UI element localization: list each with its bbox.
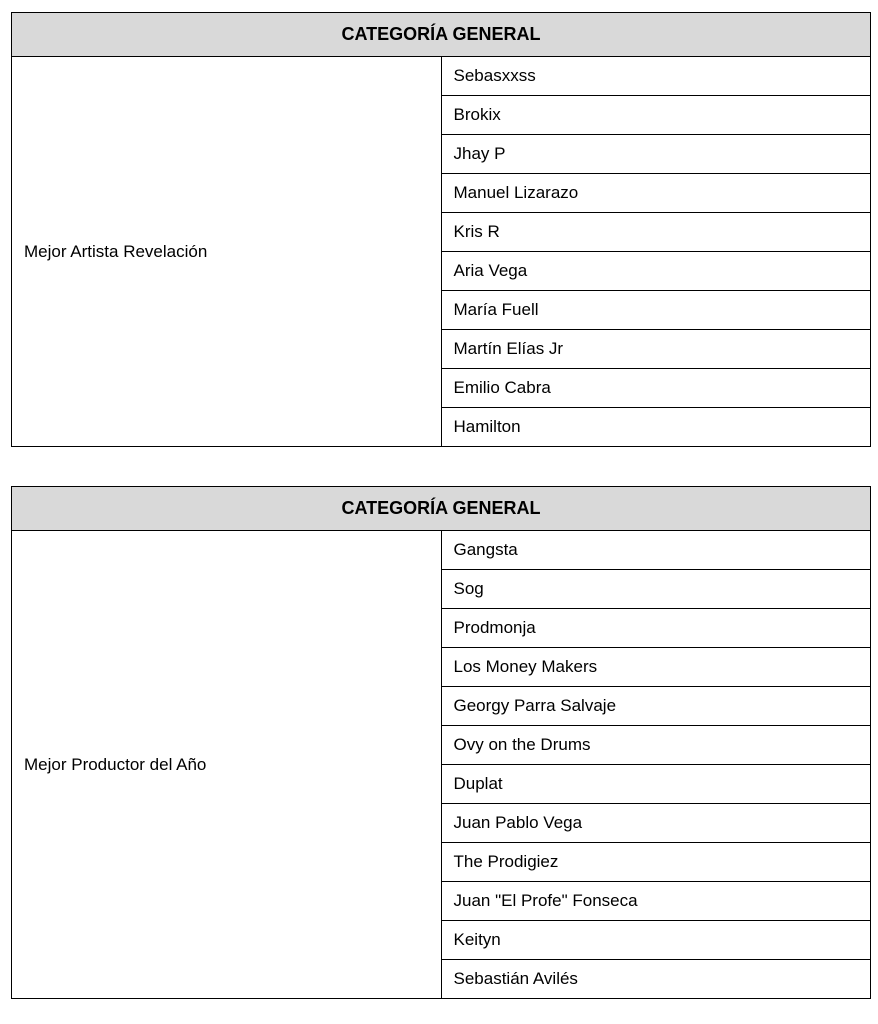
nominee-cell: Sebastián Avilés [441, 960, 871, 999]
nominee-cell: Jhay P [441, 135, 871, 174]
category-table [11, 486, 871, 999]
nominee-cell: María Fuell [441, 291, 871, 330]
nominee-body [12, 57, 871, 447]
header-row [12, 487, 871, 531]
category-name: Mejor Artista Revelación [12, 57, 442, 447]
nominee-cell: Gangsta [441, 531, 871, 570]
nominee-cell: Georgy Parra Salvaje [441, 687, 871, 726]
nominee-cell: Hamilton [441, 408, 871, 447]
nominee-cell: Prodmonja [441, 609, 871, 648]
nominee-cell: Keityn [441, 921, 871, 960]
table-header: CATEGORÍA GENERAL [12, 13, 871, 57]
nominee-cell: Brokix [441, 96, 871, 135]
nominee-cell: Martín Elías Jr [441, 330, 871, 369]
header-row [12, 13, 871, 57]
nominee-cell: Kris R [441, 213, 871, 252]
nominee-cell: Duplat [441, 765, 871, 804]
nominee-cell: Manuel Lizarazo [441, 174, 871, 213]
category-table [11, 12, 871, 447]
table-row [12, 57, 871, 96]
nominee-cell: Ovy on the Drums [441, 726, 871, 765]
nominee-cell: Emilio Cabra [441, 369, 871, 408]
table-header: CATEGORÍA GENERAL [12, 487, 871, 531]
nominee-cell: Juan Pablo Vega [441, 804, 871, 843]
nominee-cell: Los Money Makers [441, 648, 871, 687]
nominee-body [12, 531, 871, 999]
nominee-cell: The Prodigiez [441, 843, 871, 882]
nominee-cell: Sog [441, 570, 871, 609]
nominee-cell: Juan "El Profe" Fonseca [441, 882, 871, 921]
nominee-cell: Sebasxxss [441, 57, 871, 96]
category-name: Mejor Productor del Año [12, 531, 442, 999]
nominee-cell: Aria Vega [441, 252, 871, 291]
table-row [12, 531, 871, 570]
